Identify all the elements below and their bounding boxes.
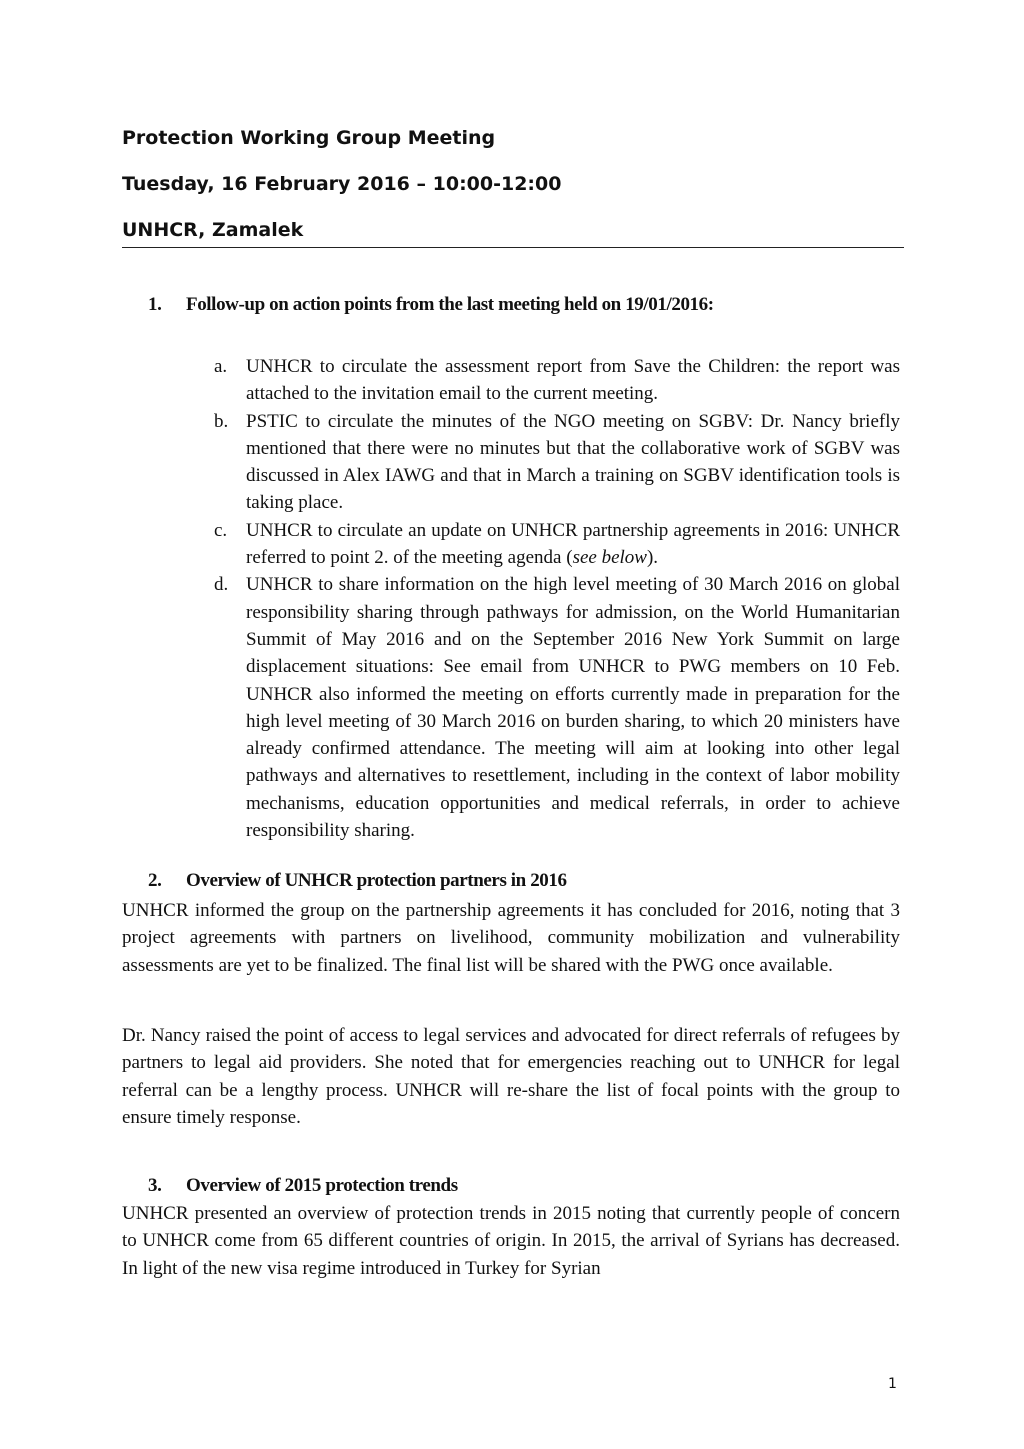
list-item-text: UNHCR to circulate the assessment report from Save the Children: the report was attached to the invitation email to the current meeting. <box>246 356 900 405</box>
list-marker: b. <box>214 410 229 432</box>
section-1-number: 1. <box>148 294 162 315</box>
list-item-text: UNHCR to circulate an update on UNHCR partnership agreements in 2016: UNHCR referred to point 2. of the meeting agenda ( <box>246 519 900 569</box>
list-item <box>214 517 900 572</box>
list-item-italic-text: see below <box>572 547 647 569</box>
document-header <box>122 118 904 256</box>
list-item-text: UNHCR to share information on the high level meeting of 30 March 2016 on global responsibility sharing through pathways for admission, on the World Humanitarian Summit of May 2016 and on the September 2016 New York Summit on large displacement situations: See email from UNHCR to PWG members on 10 Feb. UNHCR also informed the meeting on efforts currently made in preparation for the high level meeting of 30 March 2016 on burden sharing, to which 20 ministers have already confirmed attendance. The meeting will aim at looking into other legal pathways and alternatives to resettlement, including in the context of labor mobility mechanisms, education opportunities and medical referrals, in order to achieve responsibility sharing. <box>246 574 900 842</box>
section-1-title: Follow-up on action points from the last meeting held on 19/01/2016: <box>186 294 714 315</box>
list-marker: d. <box>214 574 229 596</box>
meeting-location: UNHCR, Zamalek <box>122 219 304 241</box>
section-3-number: 3. <box>148 1175 162 1196</box>
list-item-text: PSTIC to circulate the minutes of the NGO meeting on SGBV: Dr. Nancy briefly mentioned that there were no minutes but that the collaborative work of SGBV was discussed in Alex IAWG and that in March a training on SGBV identification tools is taking place. <box>246 410 900 514</box>
section-2-title: Overview of UNHCR protection partners in 2016 <box>186 870 567 891</box>
section-2-paragraph-1: UNHCR informed the group on the partnership agreements it has concluded for 2016, noting that 3 project agreements with partners on livelihood, community mobilization and vulnerability assessments are yet to be finalized. The final list will be shared with the PWG once available. <box>122 900 900 976</box>
list-item <box>214 408 900 517</box>
list-item <box>214 571 900 844</box>
page-number: 1 <box>888 1376 897 1392</box>
section-3-title: Overview of 2015 protection trends <box>186 1175 458 1196</box>
meeting-title: Protection Working Group Meeting <box>122 127 496 149</box>
list-item-text-end: ). <box>646 547 659 569</box>
list-marker: c. <box>214 519 228 541</box>
header-divider <box>122 247 904 248</box>
section-3-paragraph-1: UNHCR presented an overview of protection trends in 2015 noting that currently people of concern to UNHCR come from 65 different countries of origin. In 2015, the arrival of Syrians has decreased. In light of the new visa regime introduced in Turkey for Syrian <box>122 1203 900 1279</box>
action-points-list <box>214 353 900 844</box>
list-marker: a. <box>214 356 228 377</box>
section-2-number: 2. <box>148 870 162 891</box>
meeting-date: Tuesday, 16 February 2016 – 10:00-12:00 <box>122 173 562 195</box>
list-item <box>214 353 900 408</box>
section-2-paragraph-2: Dr. Nancy raised the point of access to legal services and advocated for direct referrals of refugees by partners to legal aid providers. She noted that for emergencies reaching out to UNHCR for legal referral can be a lengthy process. UNHCR will re-share the list of focal points with the group to ensure timely response. <box>122 1025 900 1128</box>
